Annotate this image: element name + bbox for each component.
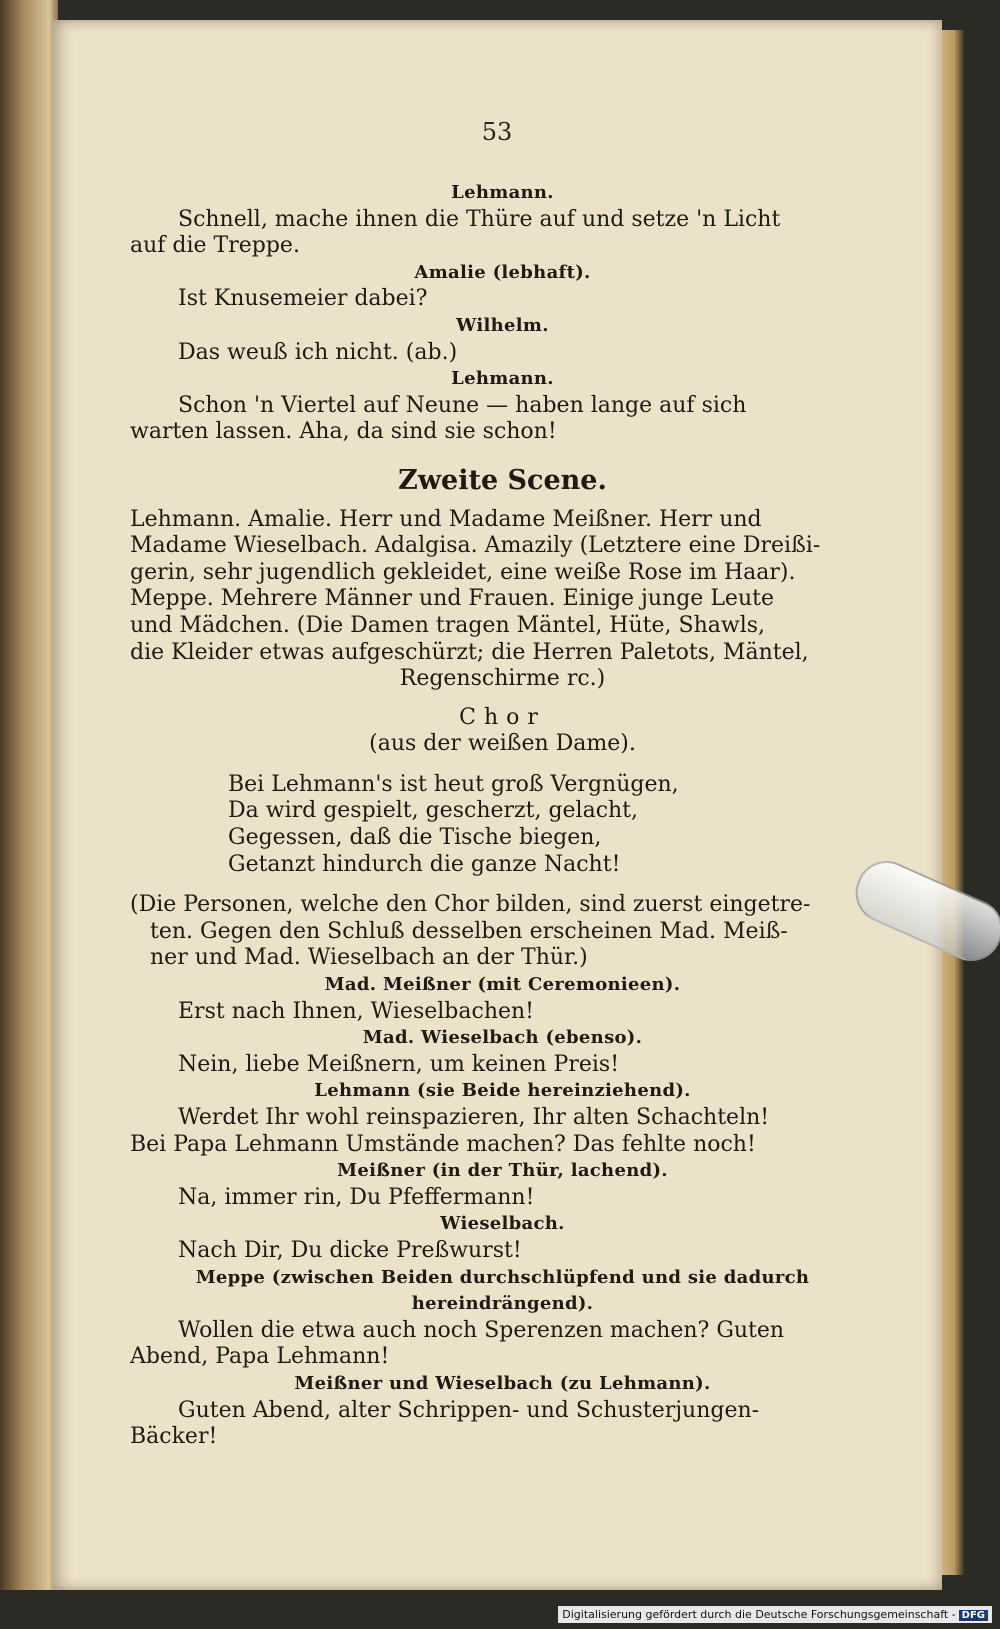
dialogue-line: Ist Knusemeier dabei?	[178, 286, 428, 312]
verse-line: Da wird gespielt, gescherzt, gelacht,	[228, 798, 639, 824]
dialogue-line: Das weuß ich nicht. (ab.)	[178, 339, 458, 365]
stage-direction-line: ten. Gegen den Schluß desselben erscheinen Mad. Meiß-	[150, 918, 788, 944]
speaker-line: hereindrängend).	[411, 1293, 594, 1315]
speaker-line: Meißner (in der Thür, lachend).	[337, 1160, 668, 1182]
page-text	[130, 180, 875, 1451]
speaker-line: Mad. Wieselbach (ebenso).	[362, 1027, 643, 1049]
scene-title: Zweite Scene.	[398, 464, 607, 496]
digitization-credit	[558, 1606, 992, 1623]
dialogue-line: Schon 'n Viertel auf Neune — haben lange auf sich	[178, 392, 747, 418]
speaker-line: Meppe (zwischen Beiden durchschlüpfend und sie dadurch	[195, 1266, 810, 1288]
page-stack-edge	[940, 30, 964, 1575]
page-number: 53	[481, 118, 513, 146]
speaker-line: Meißner und Wieselbach (zu Lehmann).	[294, 1372, 711, 1394]
stage-direction-line: Regenschirme rc.)	[399, 666, 606, 692]
dialogue-line: warten lassen. Aha, da sind sie schon!	[130, 419, 557, 445]
stage-direction-line: (Die Personen, welche den Chor bilden, sind zuerst eingetre-	[130, 892, 811, 918]
stage-direction-line: Madame Wieselbach. Adalgisa. Amazily (Letztere eine Dreißi-	[130, 533, 821, 559]
dialogue-line: Erst nach Ihnen, Wieselbachen!	[178, 998, 535, 1024]
verse-line: Getanzt hindurch die ganze Nacht!	[228, 851, 621, 877]
speaker-line: Amalie (lebhaft).	[414, 261, 591, 283]
dialogue-line: Schnell, mache ihnen die Thüre auf und setze 'n Licht	[178, 206, 781, 232]
stage-direction-line: gerin, sehr jugendlich gekleidet, eine weiße Rose im Haar).	[130, 559, 796, 585]
dialogue-line: Nein, liebe Meißnern, um keinen Preis!	[178, 1051, 620, 1077]
dialogue-line: Bäcker!	[130, 1424, 218, 1450]
verse-line: Bei Lehmann's ist heut groß Vergnügen,	[228, 771, 679, 797]
stage-direction-line: Meppe. Mehrere Männer und Frauen. Einige junge Leute	[130, 586, 774, 612]
dialogue-line: Guten Abend, alter Schrippen- und Schusterjungen-	[178, 1397, 760, 1423]
stage-direction-line: und Mädchen. (Die Damen tragen Mäntel, Hüte, Shawls,	[130, 612, 766, 638]
speaker-line: Lehmann.	[451, 182, 554, 203]
speaker-line: Wieselbach.	[440, 1213, 565, 1235]
dialogue-line: auf die Treppe.	[130, 233, 300, 259]
stage-direction-line: ner und Mad. Wieselbach an der Thür.)	[150, 945, 588, 971]
dialogue-line: Abend, Papa Lehmann!	[130, 1344, 390, 1370]
dialogue-line: Nach Dir, Du dicke Preßwurst!	[178, 1237, 522, 1263]
speaker-line: Lehmann.	[451, 368, 554, 390]
dialogue-line: Na, immer rin, Du Pfeffermann!	[178, 1184, 535, 1210]
stage-direction-line: Lehmann. Amalie. Herr und Madame Meißner. Herr und	[130, 506, 762, 532]
chorus-heading: Chor	[459, 704, 546, 730]
credit-text: Digitalisierung gefördert durch die Deutsche Forschungsgemeinschaft -	[562, 1608, 956, 1621]
dialogue-line: Wollen die etwa auch noch Sperenzen machen? Guten	[178, 1317, 785, 1343]
dfg-logo: DFG	[959, 1610, 988, 1621]
chorus-subheading: (aus der weißen Dame).	[369, 731, 636, 757]
book-page	[52, 20, 942, 1590]
left-page-edge	[0, 0, 58, 1590]
verse-line: Gegessen, daß die Tische biegen,	[228, 825, 602, 851]
speaker-line: Lehmann (sie Beide hereinziehend).	[314, 1080, 691, 1102]
stage-direction-line: die Kleider etwas aufgeschürzt; die Herren Paletots, Mäntel,	[130, 639, 809, 665]
dialogue-line: Werdet Ihr wohl reinspazieren, Ihr alten Schachteln!	[178, 1105, 770, 1130]
speaker-line: Wilhelm.	[456, 314, 549, 336]
speaker-line: Mad. Meißner (mit Ceremonieen).	[324, 974, 681, 996]
dialogue-line: Bei Papa Lehmann Umstände machen? Das fehlte noch!	[130, 1131, 756, 1157]
